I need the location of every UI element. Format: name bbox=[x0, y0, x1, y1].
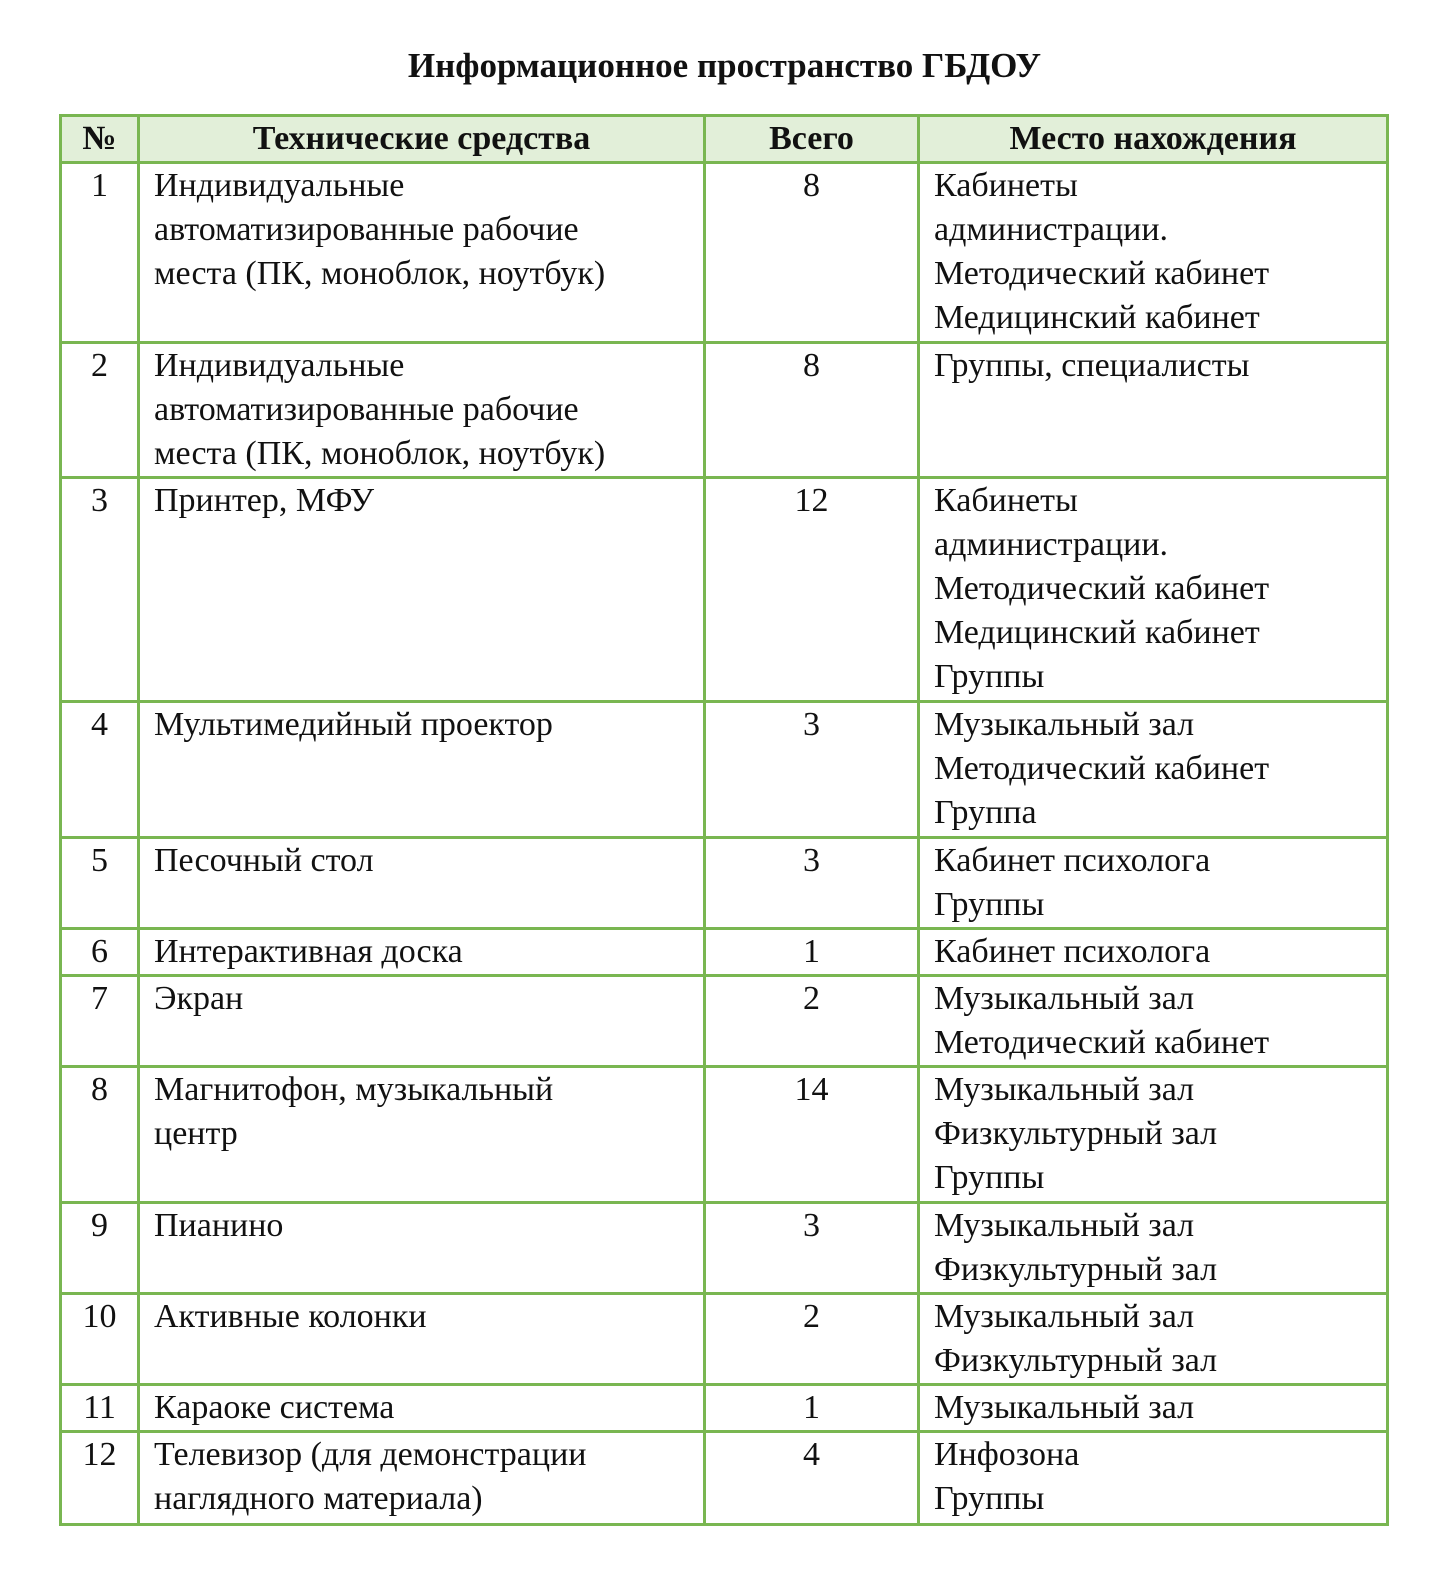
equipment-name-line: места (ПК, моноблок, ноутбук) bbox=[154, 255, 606, 292]
table-row bbox=[61, 478, 1388, 702]
cell-location bbox=[919, 838, 1388, 929]
cell-equipment-name bbox=[139, 1067, 705, 1203]
location-line: Группы bbox=[934, 886, 1045, 923]
table-row bbox=[61, 1294, 1388, 1385]
location-line: администрации. bbox=[934, 211, 1169, 248]
header-name: Технические средства bbox=[139, 116, 705, 163]
location-line: Музыкальный зал bbox=[934, 1389, 1195, 1426]
cell-total: 2 bbox=[705, 1294, 919, 1385]
location-line: Физкультурный зал bbox=[934, 1251, 1218, 1288]
cell-equipment-name bbox=[139, 976, 705, 1067]
cell-num: 7 bbox=[61, 976, 139, 1067]
equipment-name-line: Индивидуальные bbox=[154, 347, 405, 384]
cell-num: 3 bbox=[61, 478, 139, 702]
cell-equipment-name bbox=[139, 702, 705, 838]
location-line: Кабинеты bbox=[934, 167, 1078, 204]
header-place: Место нахождения bbox=[919, 116, 1388, 163]
equipment-name-line: Караоке система bbox=[154, 1389, 395, 1426]
table-row bbox=[61, 1385, 1388, 1432]
cell-location bbox=[919, 702, 1388, 838]
equipment-name-line: Индивидуальные bbox=[154, 167, 405, 204]
location-line: Группы, специалисты bbox=[934, 347, 1250, 384]
cell-total: 4 bbox=[705, 1432, 919, 1525]
cell-location bbox=[919, 1385, 1388, 1432]
table-row bbox=[61, 1432, 1388, 1525]
table-row bbox=[61, 343, 1388, 478]
location-line: Медицинский кабинет bbox=[934, 614, 1260, 651]
location-line: Группы bbox=[934, 1159, 1045, 1196]
table-row bbox=[61, 702, 1388, 838]
cell-location bbox=[919, 1432, 1388, 1525]
table-row bbox=[61, 1203, 1388, 1294]
cell-equipment-name bbox=[139, 1203, 705, 1294]
location-line: Кабинет психолога bbox=[934, 842, 1211, 879]
cell-num: 11 bbox=[61, 1385, 139, 1432]
equipment-name-line: центр bbox=[154, 1115, 238, 1152]
location-line: Кабинеты bbox=[934, 482, 1078, 519]
cell-num: 9 bbox=[61, 1203, 139, 1294]
location-line: Группа bbox=[934, 794, 1037, 831]
cell-num: 4 bbox=[61, 702, 139, 838]
location-line: Музыкальный зал bbox=[934, 1298, 1195, 1335]
cell-total: 8 bbox=[705, 163, 919, 343]
cell-location bbox=[919, 929, 1388, 976]
location-line: администрации. bbox=[934, 526, 1169, 563]
header-num: № bbox=[61, 116, 139, 163]
table-row bbox=[61, 838, 1388, 929]
location-line: Музыкальный зал bbox=[934, 980, 1195, 1017]
page-title: Информационное пространство ГБДОУ bbox=[407, 46, 1042, 85]
location-line: Музыкальный зал bbox=[934, 706, 1195, 743]
location-line: Физкультурный зал bbox=[934, 1115, 1218, 1152]
cell-total: 3 bbox=[705, 702, 919, 838]
cell-equipment-name bbox=[139, 163, 705, 343]
location-line: Музыкальный зал bbox=[934, 1207, 1195, 1244]
location-line: Медицинский кабинет bbox=[934, 299, 1260, 336]
cell-equipment-name bbox=[139, 478, 705, 702]
location-line: Группы bbox=[934, 658, 1045, 695]
cell-total: 3 bbox=[705, 838, 919, 929]
location-line: Инфозона bbox=[934, 1436, 1080, 1473]
location-line: Кабинет психолога bbox=[934, 933, 1211, 970]
table-header-row bbox=[61, 116, 1388, 163]
location-line: Физкультурный зал bbox=[934, 1342, 1218, 1379]
cell-total: 3 bbox=[705, 1203, 919, 1294]
cell-location bbox=[919, 343, 1388, 478]
table-body bbox=[61, 163, 1388, 1525]
equipment-name-line: Мультимедийный проектор bbox=[154, 706, 553, 743]
cell-num: 1 bbox=[61, 163, 139, 343]
equipment-name-line: Экран bbox=[154, 980, 244, 1017]
cell-equipment-name bbox=[139, 1432, 705, 1525]
equipment-name-line: места (ПК, моноблок, ноутбук) bbox=[154, 435, 606, 472]
cell-total: 1 bbox=[705, 1385, 919, 1432]
location-line: Музыкальный зал bbox=[934, 1071, 1195, 1108]
cell-total: 12 bbox=[705, 478, 919, 702]
cell-num: 5 bbox=[61, 838, 139, 929]
cell-location bbox=[919, 1203, 1388, 1294]
equipment-name-line: автоматизированные рабочие bbox=[154, 391, 579, 428]
location-line: Методический кабинет bbox=[934, 255, 1270, 292]
cell-equipment-name bbox=[139, 343, 705, 478]
cell-location bbox=[919, 478, 1388, 702]
cell-num: 10 bbox=[61, 1294, 139, 1385]
location-line: Методический кабинет bbox=[934, 570, 1270, 607]
cell-num: 12 bbox=[61, 1432, 139, 1525]
equipment-name-line: Магнитофон, музыкальный bbox=[154, 1071, 554, 1108]
equipment-name-line: автоматизированные рабочие bbox=[154, 211, 579, 248]
cell-equipment-name bbox=[139, 1294, 705, 1385]
header-total: Всего bbox=[705, 116, 919, 163]
equipment-name-line: наглядного материала) bbox=[154, 1480, 483, 1517]
table-row bbox=[61, 163, 1388, 343]
cell-total: 1 bbox=[705, 929, 919, 976]
cell-total: 14 bbox=[705, 1067, 919, 1203]
location-line: Методический кабинет bbox=[934, 1024, 1270, 1061]
cell-num: 2 bbox=[61, 343, 139, 478]
equipment-name-line: Пианино bbox=[154, 1207, 284, 1244]
cell-equipment-name bbox=[139, 1385, 705, 1432]
cell-num: 8 bbox=[61, 1067, 139, 1203]
cell-location bbox=[919, 1067, 1388, 1203]
equipment-table bbox=[59, 114, 1389, 1526]
cell-equipment-name bbox=[139, 929, 705, 976]
equipment-name-line: Телевизор (для демонстрации bbox=[154, 1436, 587, 1473]
cell-location bbox=[919, 976, 1388, 1067]
cell-equipment-name bbox=[139, 838, 705, 929]
cell-location bbox=[919, 163, 1388, 343]
cell-total: 8 bbox=[705, 343, 919, 478]
cell-location bbox=[919, 1294, 1388, 1385]
location-line: Группы bbox=[934, 1480, 1045, 1517]
equipment-name-line: Активные колонки bbox=[154, 1298, 427, 1335]
table-row bbox=[61, 976, 1388, 1067]
cell-num: 6 bbox=[61, 929, 139, 976]
equipment-name-line: Интерактивная доска bbox=[154, 933, 463, 970]
table-row bbox=[61, 929, 1388, 976]
cell-total: 2 bbox=[705, 976, 919, 1067]
equipment-name-line: Принтер, МФУ bbox=[154, 482, 375, 519]
location-line: Методический кабинет bbox=[934, 750, 1270, 787]
equipment-name-line: Песочный стол bbox=[154, 842, 374, 879]
table-row bbox=[61, 1067, 1388, 1203]
